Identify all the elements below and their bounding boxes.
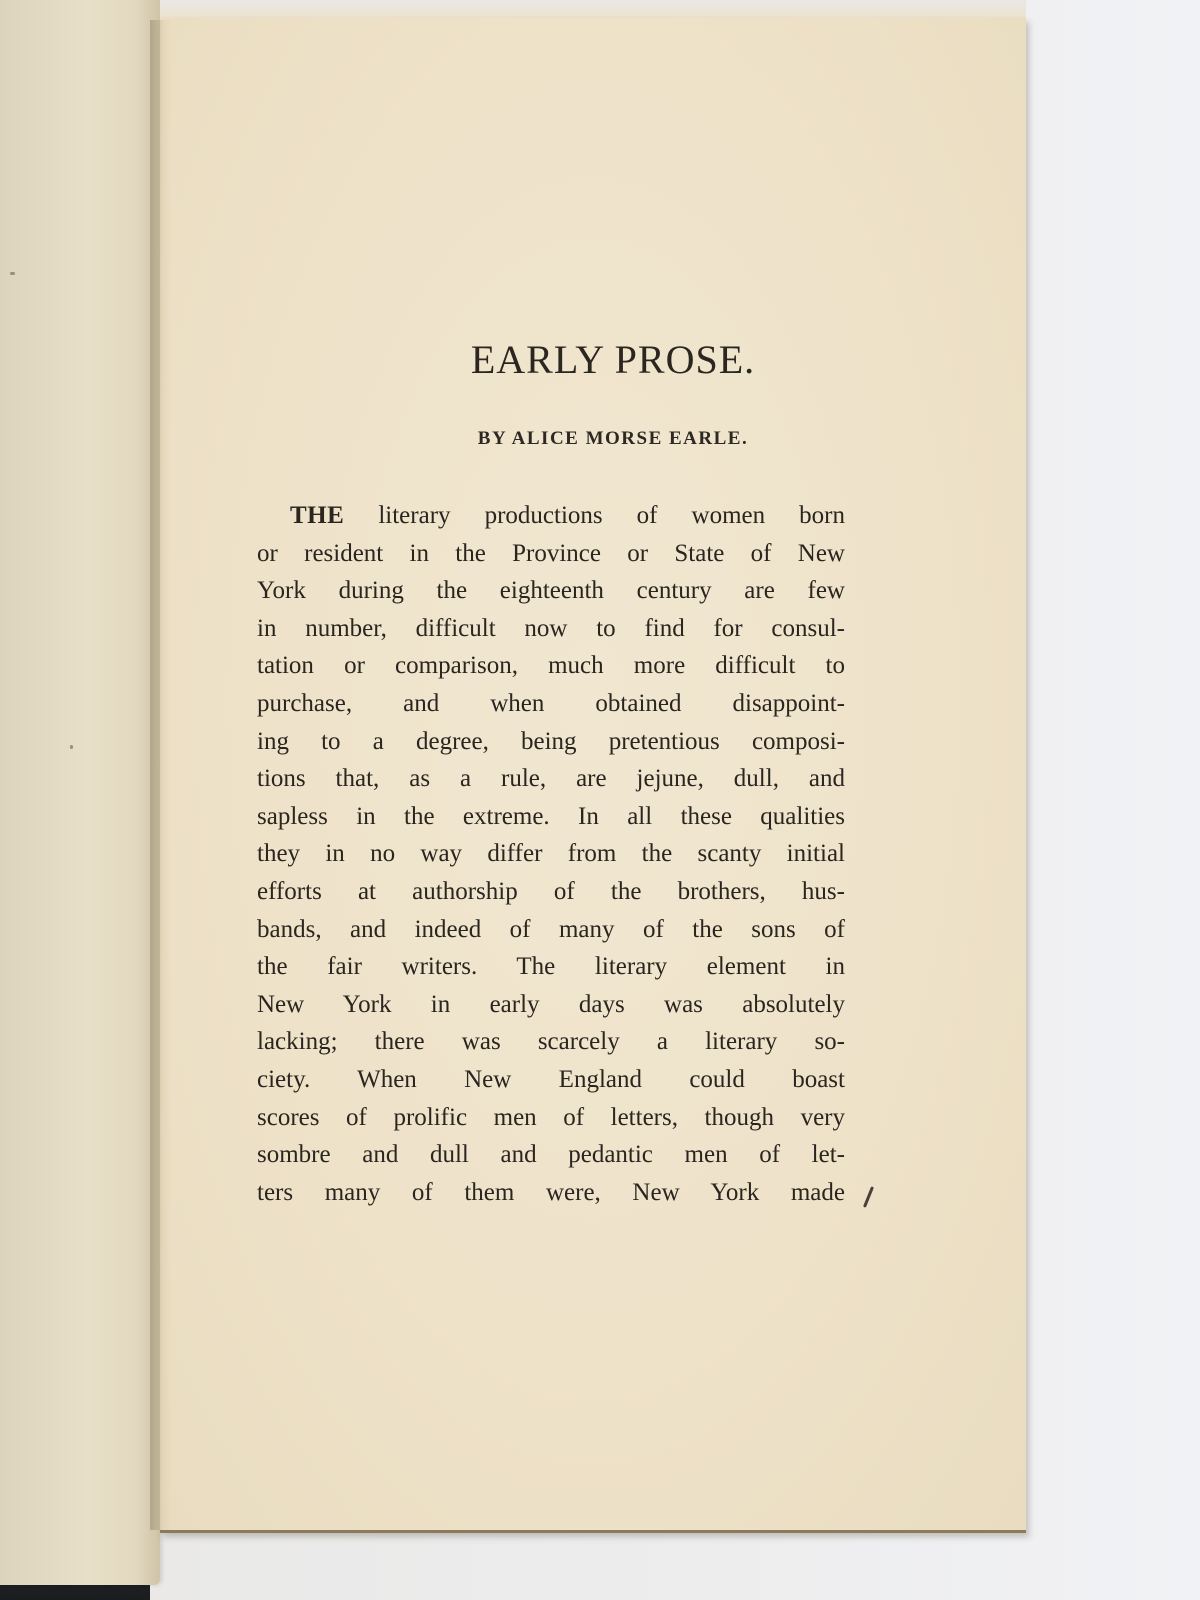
page-gutter-shadow [150, 20, 172, 1530]
page-top-edge [160, 0, 1026, 20]
text-line: York during the eighteenth century are few [257, 577, 845, 605]
left-facing-page [0, 0, 160, 1585]
text-line: bands, and indeed of many of the sons of [257, 915, 845, 943]
text-line [257, 497, 845, 535]
text-line: in number, difficult now to find for consul- [257, 614, 845, 642]
text-line: purchase, and when obtained disappoint- [257, 689, 845, 717]
page-speck [10, 272, 15, 275]
text-line: sombre and dull and pedantic men of let- [257, 1141, 845, 1169]
body-paragraph [257, 497, 845, 1211]
text-line: ters many of them were, New York made [257, 1178, 845, 1206]
text-line: they in no way differ from the scanty initial [257, 840, 845, 868]
text-line: tation or comparison, much more difficult to [257, 652, 845, 680]
text-line: scores of prolific men of letters, though very [257, 1103, 845, 1131]
page-title: EARLY PROSE. [470, 337, 756, 382]
right-page [160, 18, 1026, 1533]
text-line: or resident in the Province or State of New [257, 539, 845, 567]
lead-word: THE [290, 502, 345, 529]
text-line: the fair writers. The literary element in [257, 953, 845, 981]
text-line: tions that, as a rule, are jejune, dull, and [257, 765, 845, 793]
pencil-mark [863, 1186, 874, 1208]
text-line: ciety. When New England could boast [257, 1065, 845, 1093]
author-byline: BY ALICE MORSE EARLE. [477, 428, 749, 449]
text-line: ing to a degree, being pretentious composi- [257, 727, 845, 755]
text-line: lacking; there was scarcely a literary so- [257, 1028, 845, 1056]
text-line: New York in early days was absolutely [257, 990, 845, 1018]
text-line: sapless in the extreme. In all these qualities [257, 802, 845, 830]
text-line: efforts at authorship of the brothers, hus- [257, 877, 845, 905]
text-line-rest: literary productions of women born [344, 502, 845, 529]
page-speck [70, 745, 73, 749]
